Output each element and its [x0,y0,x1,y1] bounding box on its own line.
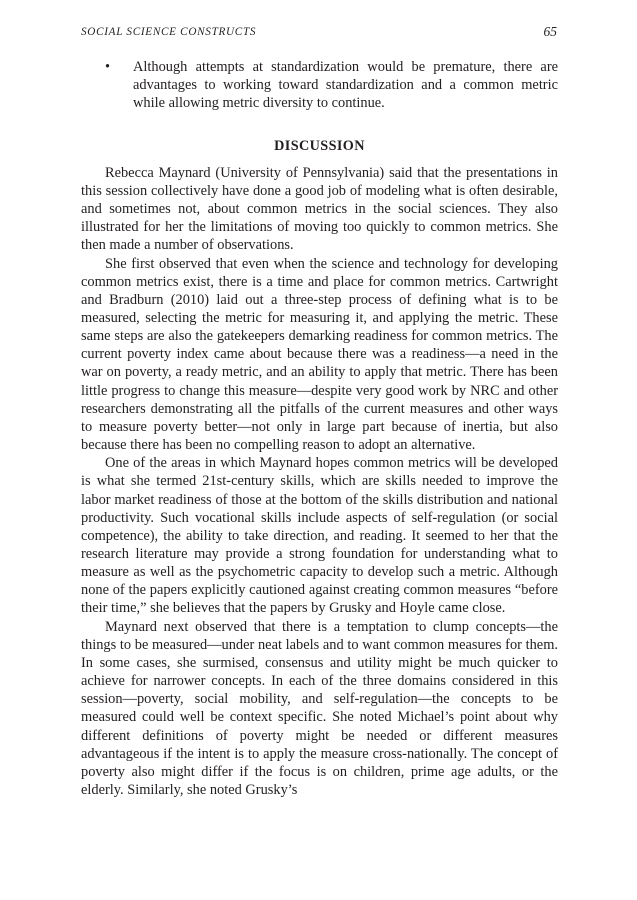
page-content [81,24,558,799]
running-head [81,24,558,42]
body-paragraph: She first observed that even when the science and technology for developing common metrics exist, there is a time and place for common metrics. Cartwright and Bradburn (2010) laid out a three-step process of defining what is to be measured, selecting the metric for measuring it, and applying the metric. These same steps are also the gatekeepers demarking readiness for common metrics. The current poverty index came about because there was a readiness—a need in the war on poverty, a ready metric, and an ability to apply that metric. There has been little progress to change this measure—despite very good work by NRC and other researchers demonstrating all the pitfalls of the current measures and other ways to measure poverty better—not only in large part because of inertia, but also because there has been no compelling reason to adopt an alternative. [81,255,558,454]
body-paragraph: Rebecca Maynard (University of Pennsylvania) said that the presentations in this session collectively have done a good job of modeling what is often desirable, and sometimes not, about common metrics in the social sciences. They also illustrated for her the limitations of moving too quickly to common metrics. She then made a number of observations. [81,164,558,254]
running-title: SOCIAL SCIENCE CONSTRUCTS [81,26,257,38]
body-paragraph: Maynard next observed that there is a temptation to clump concepts—the things to be measured—under neat labels and to want common measures for them. In some cases, she surmised, consensus and utility might be much quicker to achieve for narrower concepts. In each of the three domains considered in this session—poverty, social mobility, and self-regulation—the concepts to be measured could well be context specific. She noted Michael’s point about why different definitions of poverty might be needed or different measures advantageous if the intent is to apply the measure cross-nationally. The concept of poverty also might differ if the focus is on children, prime age adults, or the elderly. Similarly, she noted Grusky’s [81,618,558,799]
body-paragraph: One of the areas in which Maynard hopes common metrics will be developed is what she termed 21st-century skills, which are skills needed to improve the labor market readiness of those at the bottom of the skills distribution and national productivity. Such vocational skills include aspects of self-regulation (or social competence), the ability to take direction, and reading. It seemed to her that the research literature may provide a strong foundation for understanding what to measure as well as the psychometric capacity to develop such a metric. Although none of the papers explicitly cautioned against creating common measures “before their time,” she believes that the papers by Grusky and Hoyle came close. [81,455,558,617]
bullet-text: Although attempts at standardization would be premature, there are advantages to working toward standardization and a common metric while allowing metric diversity to continue. [133,59,558,111]
section-heading: DISCUSSION [274,137,365,154]
page-number: 65 [543,24,557,39]
bullet-point [81,59,558,113]
bullet-dot-icon: • [105,59,111,75]
